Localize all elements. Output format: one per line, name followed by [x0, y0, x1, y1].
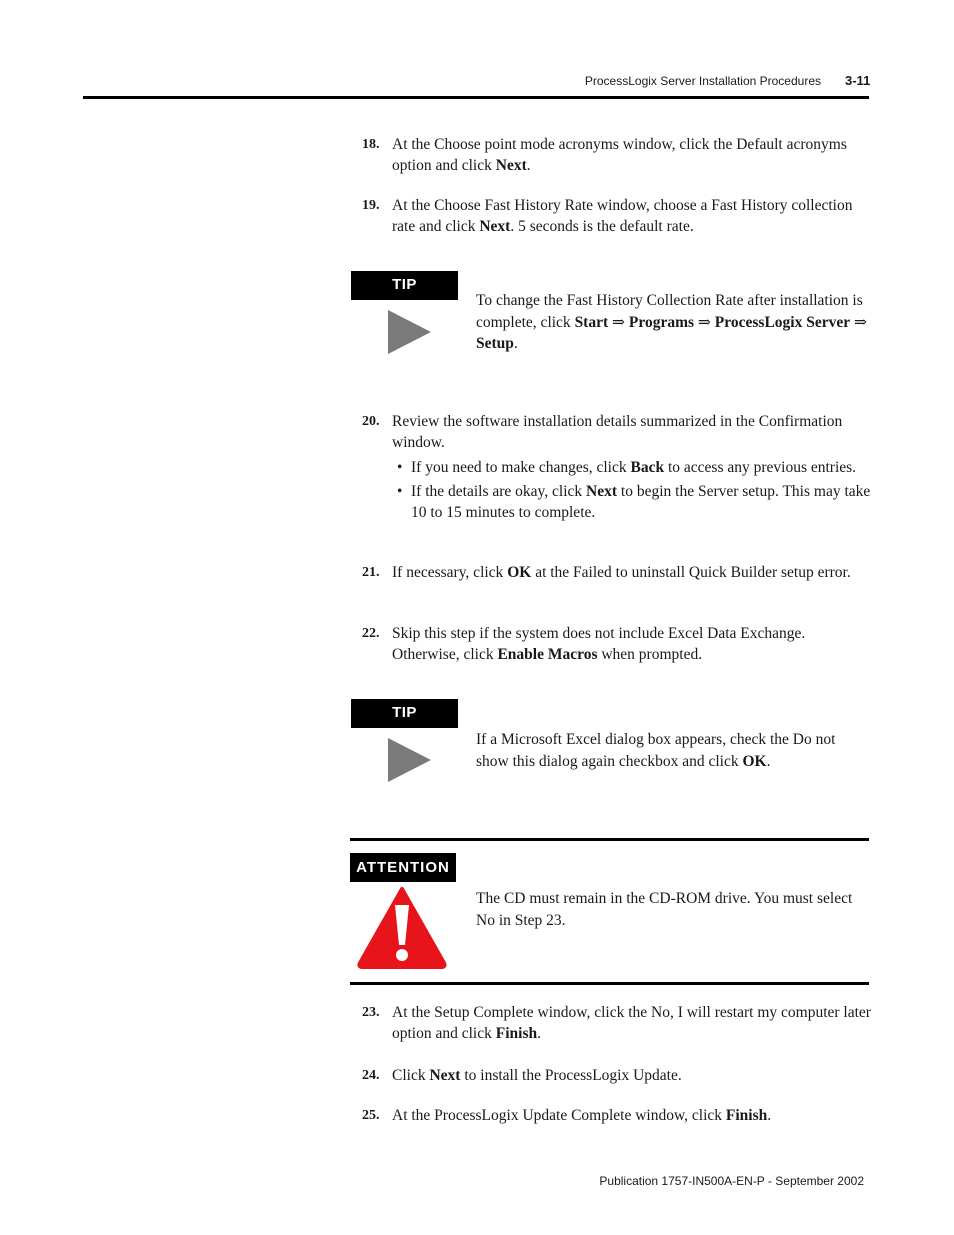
warning-icon — [356, 885, 448, 969]
step-23 — [362, 1002, 872, 1044]
tip-text: If a Microsoft Excel dialog box appears, check the Do not show this dialog again checkbox and click OK. — [476, 731, 836, 770]
step-number: 23. — [362, 1005, 380, 1020]
step-text: If necessary, click OK at the Failed to uninstall Quick Builder setup error. — [392, 564, 851, 581]
step-text: Click Next to install the ProcessLogix Update. — [392, 1067, 682, 1084]
step-number: 19. — [362, 198, 380, 213]
header-rule — [83, 96, 869, 99]
tip-text: To change the Fast History Collection Rate after installation is complete, click Start ⇒ Programs ⇒ ProcessLogix Server ⇒ Setup. — [476, 292, 867, 352]
list-item: • If the details are okay, click Next to begin the Server setup. This may take 10 to 15 minutes to complete. — [392, 481, 872, 523]
step-19 — [362, 195, 872, 237]
step-text: Review the software installation details summarized in the Confirmation window. — [392, 413, 843, 451]
publication-footer: Publication 1757-IN500A-EN-P - September 2002 — [599, 1174, 864, 1188]
step-number: 21. — [362, 565, 380, 580]
tip-arrow-icon — [388, 310, 431, 354]
step-text: At the ProcessLogix Update Complete window, click Finish. — [392, 1107, 772, 1124]
step-number: 18. — [362, 137, 380, 152]
step-text: At the Choose Fast History Rate window, choose a Fast History collection rate and click Next. 5 seconds is the default rate. — [392, 197, 853, 235]
bullet-list — [392, 457, 872, 523]
step-21 — [362, 562, 872, 583]
running-header-title: ProcessLogix Server Installation Procedures — [584, 74, 821, 88]
step-number: 22. — [362, 626, 380, 641]
attention-label: ATTENTION — [350, 853, 456, 882]
page-number: 3-11 — [845, 73, 871, 88]
step-text: Skip this step if the system does not include Excel Data Exchange. Otherwise, click Enable Macros when prompted. — [392, 625, 806, 663]
attention-top-rule — [350, 838, 869, 841]
step-20 — [362, 411, 872, 526]
tip-label: TIP — [351, 271, 458, 300]
attention-text: The CD must remain in the CD-ROM drive. You must select No in Step 23. — [476, 890, 853, 929]
step-number: 24. — [362, 1068, 380, 1083]
step-text: At the Setup Complete window, click the No, I will restart my computer later option and click Finish. — [392, 1004, 871, 1042]
step-25 — [362, 1105, 872, 1126]
step-18 — [362, 134, 872, 176]
tip-arrow-icon — [388, 738, 431, 782]
step-24 — [362, 1065, 872, 1086]
tip-label: TIP — [351, 699, 458, 728]
step-number: 20. — [362, 414, 380, 429]
list-item: • If you need to make changes, click Back to access any previous entries. — [392, 457, 872, 478]
step-22 — [362, 623, 872, 665]
attention-bottom-rule — [350, 982, 869, 985]
step-number: 25. — [362, 1108, 380, 1123]
step-text: At the Choose point mode acronyms window, click the Default acronyms option and click Next. — [392, 136, 847, 174]
